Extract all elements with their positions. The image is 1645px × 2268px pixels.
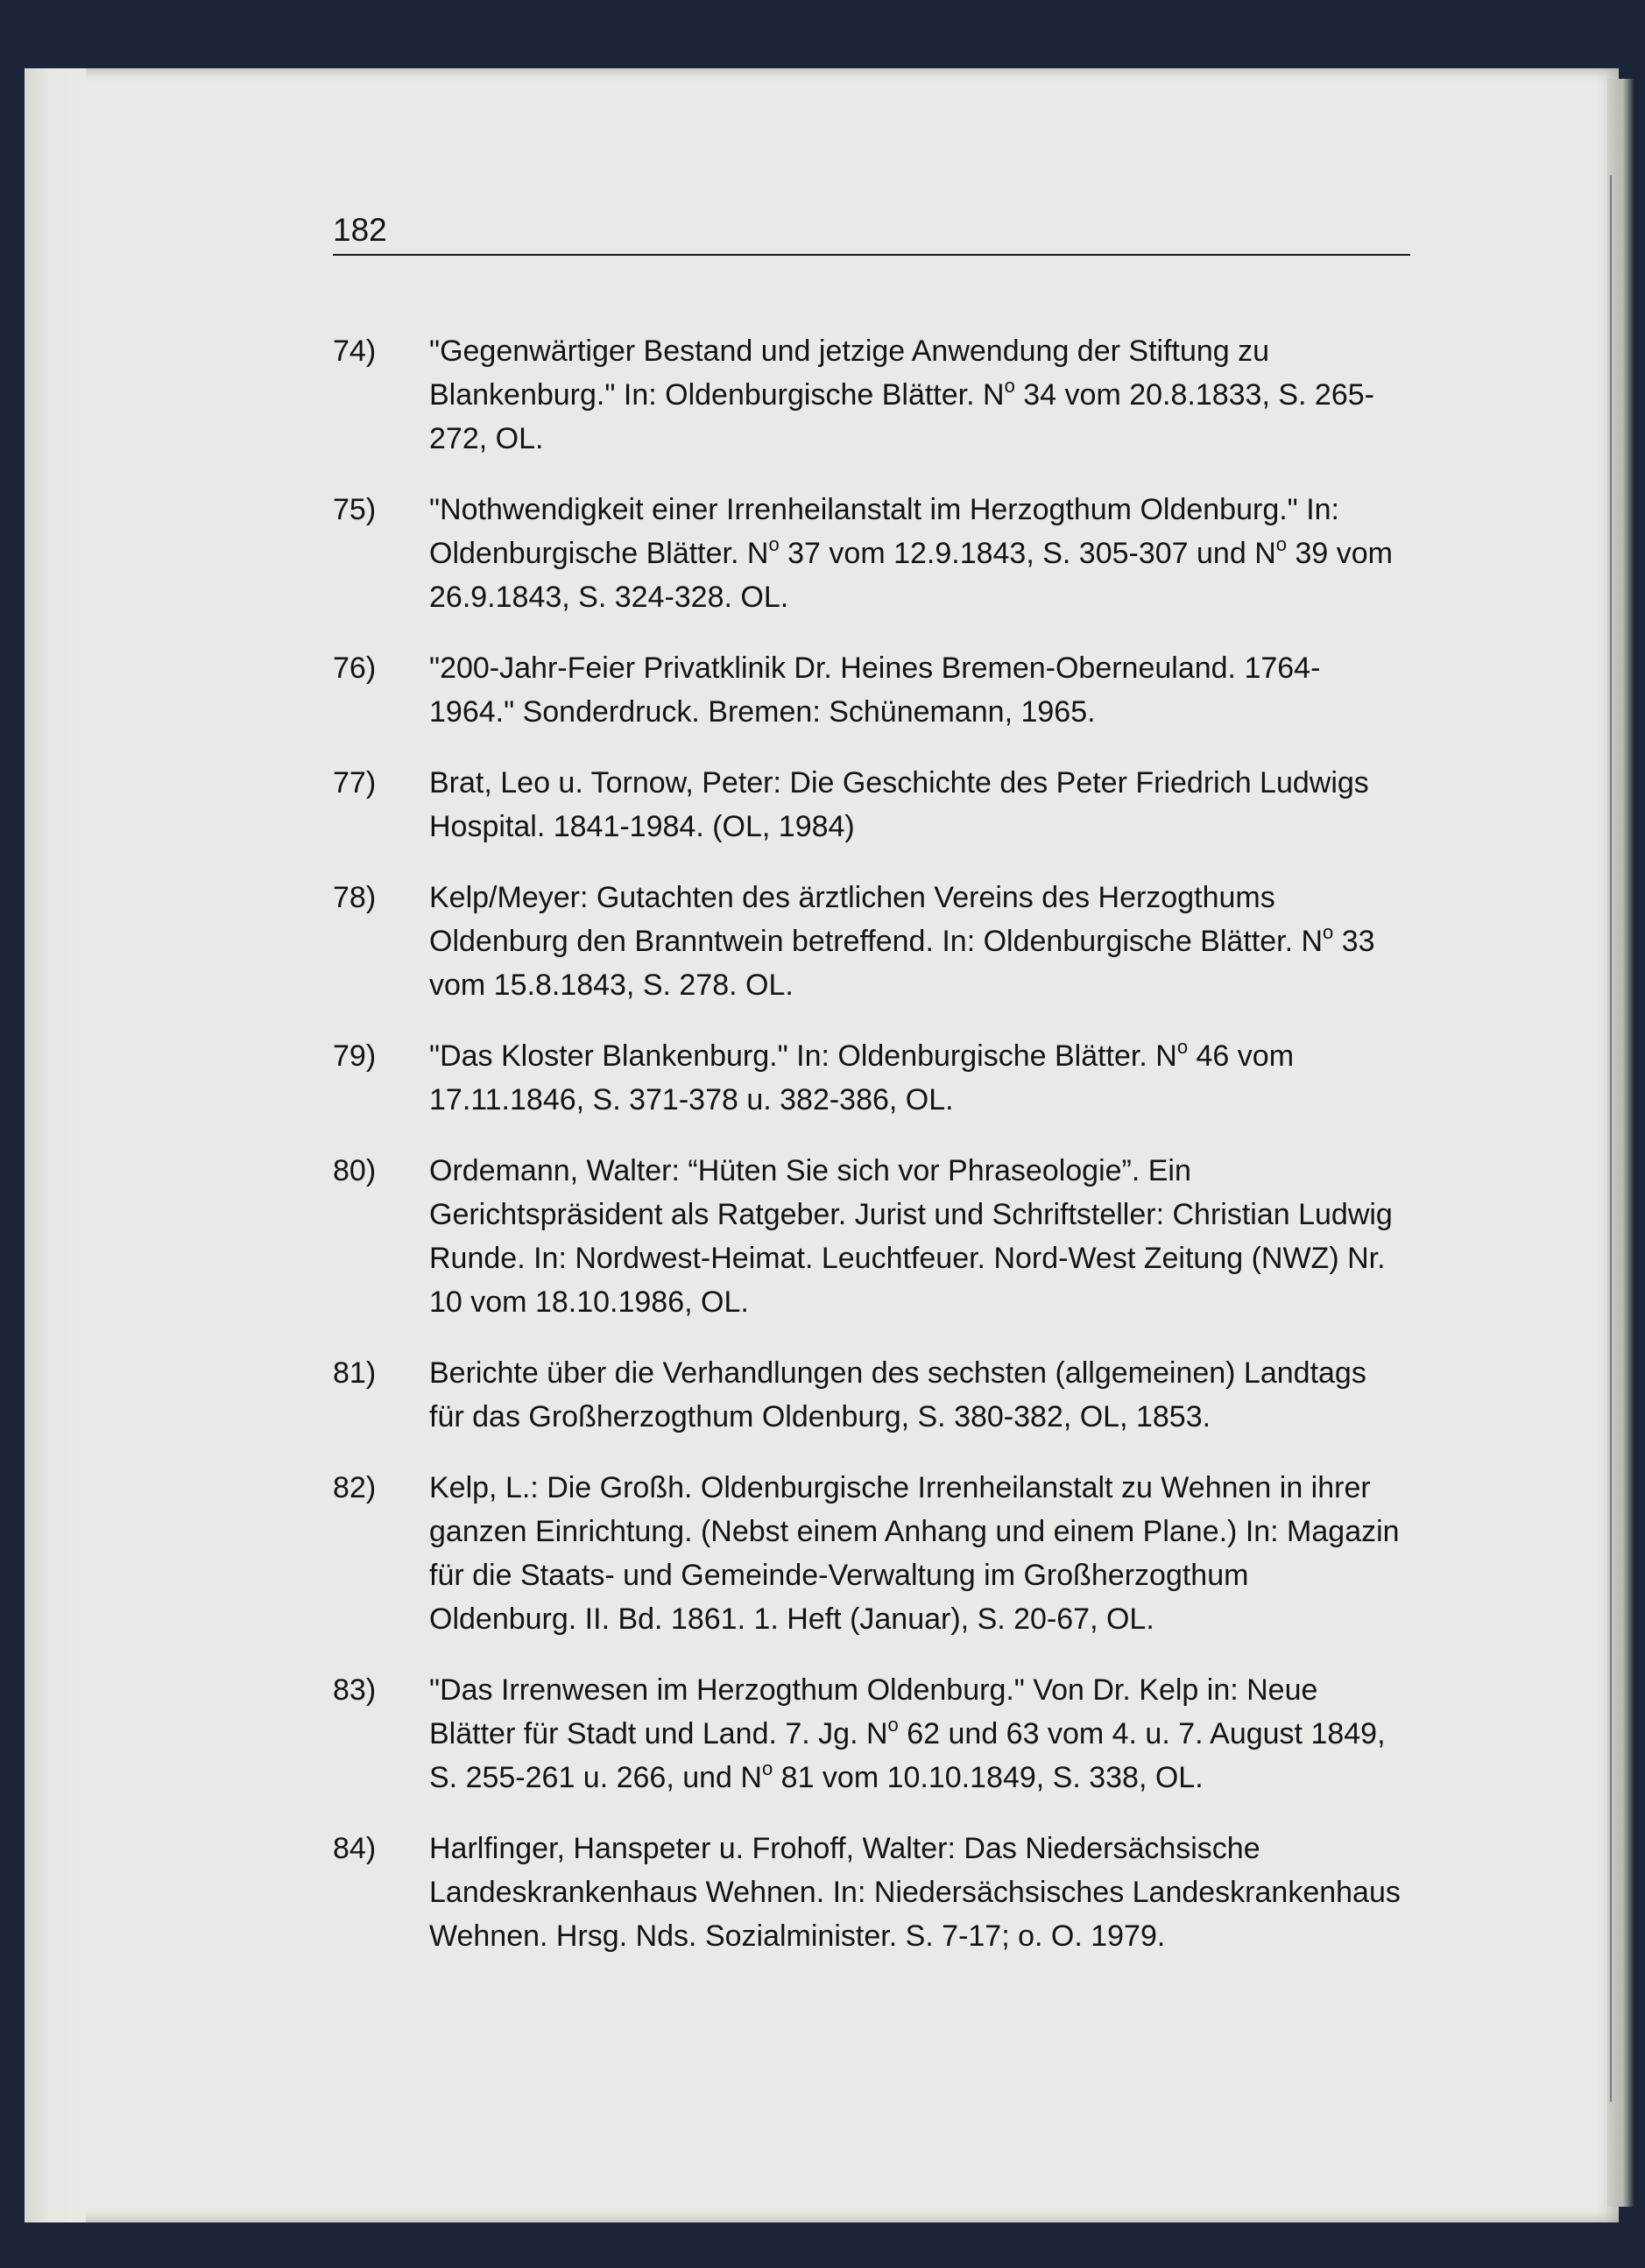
- entry-text-segment: Ordemann, Walter: “Hüten Sie sich vor Phraseologie”. Ein Gerichtspräsident als Ratgeber. Jurist und Schriftsteller: Christian Ludwig Runde. In: Nordwest-Heimat. Leuchtfeuer. Nord-West Zeitung (NWZ) Nr. 10 vom 18.10.1986, OL.: [429, 1154, 1393, 1319]
- entry-text-segment: "200-Jahr-Feier Privatklinik Dr. Heines Bremen-Oberneuland. 1764-1964." Sonderdruck. Bremen: Schünemann, 1965.: [429, 652, 1321, 729]
- entry-text-segment: Kelp, L.: Die Großh. Oldenburgische Irrenheilanstalt zu Wehnen in ihrer ganzen Einrichtung. (Nebst einem Anhang und einem Plane.) In: Magazin für die Staats- und Gemeinde-Verwaltung im Großherzogthum Oldenburg. II. Bd. 1861. 1. Heft (Januar), S. 20-67, OL.: [429, 1471, 1400, 1636]
- bibliography-entry: [333, 646, 1410, 734]
- bibliography-entry: [333, 1466, 1410, 1641]
- entry-text: [429, 1149, 1401, 1324]
- entry-text-segment: 81 vom 10.10.1849, S. 338, OL.: [780, 1761, 1204, 1794]
- bibliography-entry: [333, 1034, 1410, 1122]
- entry-number: 79): [333, 1039, 377, 1073]
- entry-number: 78): [333, 881, 377, 914]
- bibliography-entry: [333, 1668, 1410, 1800]
- superscript-o: o: [887, 1713, 899, 1736]
- entry-number: 76): [333, 652, 377, 685]
- entry-number: 82): [333, 1471, 377, 1504]
- entry-text-segment: "Das Kloster Blankenburg." In: Oldenburgische Blätter. N: [429, 1039, 1177, 1073]
- bibliography-entry: [333, 761, 1410, 849]
- entry-text: [429, 876, 1401, 1007]
- superscript-o: o: [1176, 1035, 1189, 1058]
- entry-text-segment: Harlfinger, Hanspeter u. Frohoff, Walter: Das Niedersächsische Landeskrankenhaus Wehnen. In: Niedersächsisches Landeskrankenhaus Wehnen. Hrsg. Nds. Sozialminister. S. 7-17; o. O. 1979.: [429, 1832, 1401, 1953]
- bibliography-entry: [333, 1351, 1410, 1439]
- entry-number: 75): [333, 493, 377, 526]
- entry-number: 83): [333, 1673, 377, 1707]
- superscript-o: o: [761, 1757, 773, 1779]
- entry-text: [429, 1827, 1401, 1958]
- page-number: 182: [333, 212, 387, 248]
- superscript-o: o: [768, 532, 780, 555]
- entry-text-segment: 62 und 63 vom 4. u. 7. August 1849, S. 255-261 u. 266, und N: [429, 1717, 1386, 1794]
- entry-text: [429, 329, 1401, 461]
- entry-text: [429, 488, 1401, 619]
- entry-text-segment: Kelp/Meyer: Gutachten des ärztlichen Vereins des Herzogthums Oldenburg den Branntwein betreffend. In: Oldenburgische Blätter. N: [429, 881, 1324, 958]
- entry-text-segment: Brat, Leo u. Tornow, Peter: Die Geschichte des Peter Friedrich Ludwigs Hospital. 1841-1984. (OL, 1984): [429, 766, 1369, 843]
- entry-text-segment: "Gegenwärtiger Bestand und jetzige Anwendung der Stiftung zu Blankenburg." In: Oldenburgische Blätter. N: [429, 335, 1270, 412]
- entry-text-segment: Berichte über die Verhandlungen des sechsten (allgemeinen) Landtags für das Großherzogthum Oldenburg, S. 380-382, OL, 1853.: [429, 1356, 1366, 1433]
- bibliography-entry: [333, 876, 1410, 1007]
- entry-text-segment: 33 vom 15.8.1843, S. 278. OL.: [429, 925, 1375, 1002]
- entry-text: [429, 1466, 1401, 1641]
- header-rule: [333, 254, 1410, 256]
- entry-text-segment: 34 vom 20.8.1833, S. 265-272, OL.: [429, 378, 1374, 455]
- entry-text: [429, 761, 1401, 849]
- superscript-o: o: [1323, 920, 1334, 943]
- bibliography-entry: [333, 329, 1410, 461]
- entry-text-segment: "Nothwendigkeit einer Irrenheilanstalt im Herzogthum Oldenburg." In: Oldenburgische Blätter. N: [429, 493, 1339, 570]
- entry-text: [429, 1351, 1401, 1439]
- superscript-o: o: [1275, 532, 1288, 555]
- entry-text-segment: 39 vom 26.9.1843, S. 324-328. OL.: [429, 537, 1393, 614]
- page-edge-left: [25, 68, 86, 2222]
- bibliography-list: [333, 329, 1410, 1958]
- bibliography-entry: [333, 1827, 1410, 1958]
- entry-number: 81): [333, 1356, 377, 1390]
- entry-text-segment: 37 vom 12.9.1843, S. 305-307 und N: [787, 537, 1276, 570]
- entry-number: 74): [333, 335, 377, 368]
- book-spine: [1610, 175, 1612, 2102]
- bibliography-entry: [333, 1149, 1410, 1324]
- entry-text-segment: 46 vom 17.11.1846, S. 371-378 u. 382-386, OL.: [429, 1039, 1295, 1116]
- page-content: [333, 210, 1410, 1985]
- entry-number: 80): [333, 1154, 377, 1187]
- entry-text: [429, 1668, 1401, 1800]
- superscript-o: o: [1004, 374, 1015, 397]
- entry-text-segment: "Das Irrenwesen im Herzogthum Oldenburg." Von Dr. Kelp in: Neue Blätter für Stadt und Land. 7. Jg. N: [429, 1673, 1318, 1750]
- entry-text: [429, 1034, 1401, 1122]
- entry-number: 77): [333, 766, 377, 799]
- bibliography-entry: [333, 488, 1410, 619]
- entry-number: 84): [333, 1832, 377, 1865]
- entry-text: [429, 646, 1401, 734]
